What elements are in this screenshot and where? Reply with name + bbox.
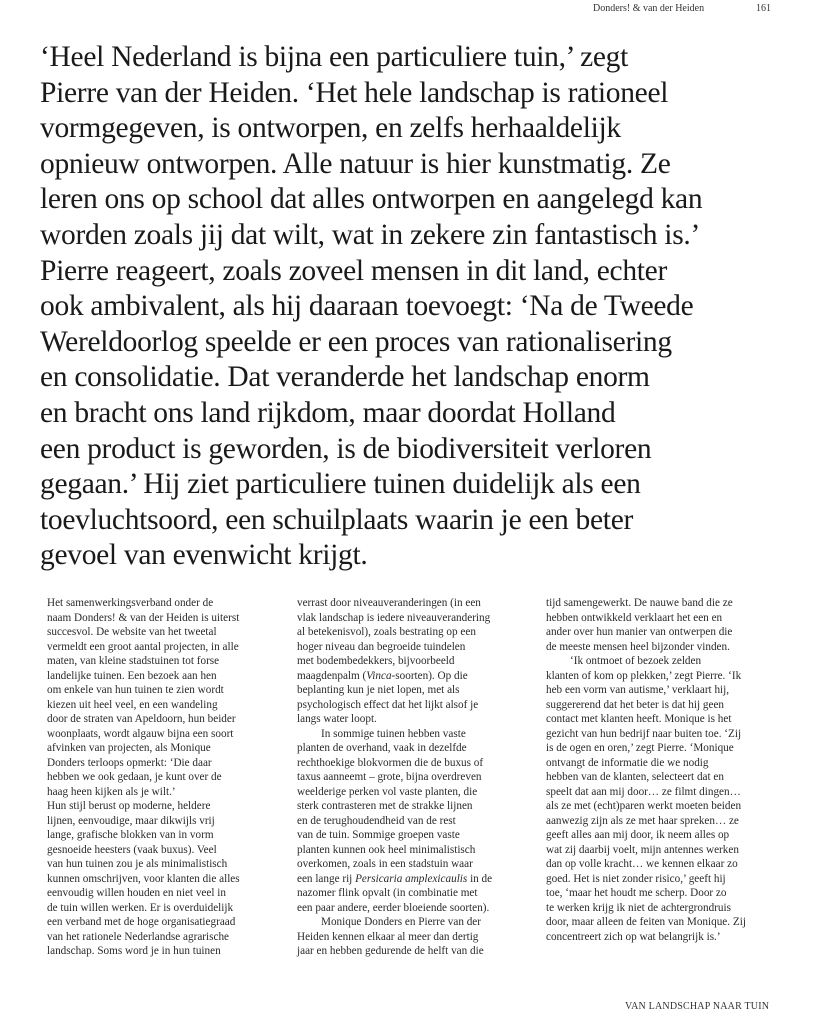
pull-quote-line: opnieuw ontworpen. Alle natuur is hier kunstmatig. Ze bbox=[40, 147, 671, 180]
text-line: eenvoudig willen houden en niet veel in bbox=[47, 887, 226, 899]
text-fragment: een lange rij bbox=[297, 872, 356, 885]
text-line: door de straten van Apeldoorn, hun beider bbox=[47, 713, 236, 725]
text-line: heb een vorm van autisme,’ verklaart hij, bbox=[546, 684, 730, 696]
pull-quote-line: Pierre reageert, zoals zoveel mensen in dit land, echter bbox=[40, 254, 667, 287]
pull-quote-line: vormgegeven, is ontworpen, en zelfs herhaaldelijk bbox=[40, 112, 621, 145]
text-line: sterk contrasteren met de strakke lijnen bbox=[297, 800, 473, 812]
running-head bbox=[593, 3, 771, 14]
text-line: planten de overhand, vaak in dezelfde bbox=[297, 742, 467, 754]
text-line: toe, ‘maar het houdt me scherp. Door zo bbox=[546, 887, 727, 899]
text-line: psychologisch effect dat het lijkt alsof je bbox=[297, 698, 479, 711]
text-line: contact met klanten heeft. Monique is het bbox=[546, 713, 732, 725]
text-line: gesnoeide heesters (vaak buxus). Veel bbox=[47, 843, 217, 856]
text-line bbox=[297, 872, 547, 887]
pull-quote-line: en bracht ons land rijkdom, maar doordat Holland bbox=[40, 396, 616, 429]
text-line: naam Donders! & van der Heiden is uiterst bbox=[47, 611, 240, 624]
text-line: lijnen, eenvoudige, maar dikwijls vrij bbox=[47, 814, 215, 827]
text-line: van het rationele Nederlandse agrarische bbox=[47, 930, 230, 943]
text-line: kunnen omschrijven, voor klanten die alles bbox=[47, 872, 240, 885]
text-fragment: maagdenpalm ( bbox=[297, 669, 367, 682]
text-line: om enkele van hun tuinen te zien wordt bbox=[47, 684, 224, 696]
pull-quote-line: gegaan.’ Hij ziet particuliere tuinen duidelijk als een bbox=[40, 468, 641, 501]
body-column-2 bbox=[297, 596, 547, 959]
page-number: 161 bbox=[756, 3, 771, 14]
text-line: Donders terloops opmerkt: ‘Die daar bbox=[47, 756, 212, 769]
pull-quote-line: gevoel van evenwicht krijgt. bbox=[40, 539, 368, 572]
text-line: planten kunnen ook heel minimalistisch bbox=[297, 843, 476, 856]
text-line: gezicht van hun bedrijf naar buiten toe. ‘Zij bbox=[546, 727, 742, 740]
pull-quote-line: worden zoals jij dat wilt, wat in zekere zin fantastisch is.’ bbox=[40, 218, 700, 251]
text-line: vermeldt een groot aantal projecten, in alle bbox=[47, 640, 239, 653]
text-line: woonplaats, wordt algauw bijna een soort bbox=[47, 727, 234, 740]
text-line: als ze met (echt)paren werkt moeten beiden bbox=[546, 800, 742, 812]
body-column-1 bbox=[47, 596, 297, 959]
text-line: de meeste mensen heel bijzonder vinden. bbox=[546, 640, 730, 653]
text-line: kiezen uit heel veel, en een wandeling bbox=[47, 698, 218, 711]
text-line: maten, van kleine stadstuinen tot forse bbox=[47, 655, 220, 667]
text-line: beplanting kun je niet lopen, met als bbox=[297, 684, 460, 696]
text-line: suggererend dat het beter is dat hij geen bbox=[546, 698, 725, 711]
text-line: nazomer flink opvalt (in combinatie met bbox=[297, 887, 478, 899]
pull-quote-line: Pierre van der Heiden. ‘Het hele landschap is rationeel bbox=[40, 76, 669, 109]
pull-quote bbox=[40, 40, 800, 574]
text-line: succesvol. De website van het tweetal bbox=[47, 626, 217, 638]
text-line: geeft alles aan mij door, ik neem alles op bbox=[546, 829, 730, 841]
text-line: een paar andere, eerder bloeiende soorten). bbox=[297, 901, 490, 914]
text-line: te werken krijg ik niet de achtergrondruis bbox=[546, 901, 731, 914]
text-line: is de ogen en oren,’ zegt Pierre. ‘Monique bbox=[546, 742, 734, 754]
text-line: hebben ontwikkeld verklaart het een en bbox=[546, 611, 723, 624]
text-line: speelt dat aan mij door… ze filmt dingen… bbox=[546, 785, 741, 798]
pull-quote-line: ook ambivalent, als hij daaraan toevoegt: ‘Na de Tweede bbox=[40, 290, 694, 323]
text-line: Hun stijl berust op moderne, heldere bbox=[47, 800, 211, 812]
text-line: van de tuin. Sommige groepen vaste bbox=[297, 829, 460, 841]
text-line: goed. Het is niet zonder risico,’ geeft hij bbox=[546, 872, 726, 885]
text-line: ander over hun manier van ontwerpen die bbox=[546, 626, 733, 638]
running-head-title: Donders! & van der Heiden bbox=[593, 3, 705, 14]
text-line: langs water loopt. bbox=[297, 713, 377, 725]
text-line: lange, grafische blokken van in vorm bbox=[47, 829, 214, 841]
section-footer: VAN LANDSCHAP NAAR TUIN bbox=[625, 1001, 770, 1012]
body-column-3 bbox=[546, 596, 796, 944]
text-line: rechthoekige blokvormen die de buxus of bbox=[297, 756, 484, 769]
text-line: jaar en hebben gedurende de helft van die bbox=[297, 945, 484, 957]
text-line bbox=[297, 669, 547, 684]
text-line: Het samenwerkingsverband onder de bbox=[47, 597, 214, 609]
text-fragment: in de bbox=[467, 872, 493, 885]
text-line: aanwezig zijn als ze met haar spreken… ze bbox=[546, 814, 739, 827]
text-line: afvinken van projecten, als Monique bbox=[47, 742, 211, 754]
text-line: vlak landschap is iedere niveauverandering bbox=[297, 611, 491, 624]
text-line: Heiden kennen elkaar al meer dan dertig bbox=[297, 930, 479, 943]
text-line: tijd samengewerkt. De nauwe band die ze bbox=[546, 597, 733, 609]
text-line: hebben van de klanten, selecteert dat en bbox=[546, 771, 724, 783]
text-line: verrast door niveauveranderingen (in een bbox=[297, 597, 481, 609]
italic-species-name: Persicaria amplexicaulis bbox=[355, 872, 468, 885]
text-line: Monique Donders en Pierre van der bbox=[321, 916, 481, 928]
text-line: landelijke tuinen. Een bezoek aan hen bbox=[47, 669, 217, 682]
text-line: wat zij daarbij voelt, mijn antennes werken bbox=[546, 843, 739, 856]
pull-quote-line: Wereldoorlog speelde er een proces van rationalisering bbox=[40, 325, 672, 358]
text-line: weelderige perken vol vaste planten, die bbox=[297, 785, 478, 798]
text-line: taxus aanneemt – grote, bijna overdreven bbox=[297, 771, 482, 783]
text-line: concentreert zich op wat belangrijk is.’ bbox=[546, 930, 721, 943]
pull-quote-line: en consolidatie. Dat veranderde het landschap enorm bbox=[40, 361, 650, 394]
italic-species-name: Vinca bbox=[366, 669, 392, 682]
text-line: hoger niveau dan begroeide tuindelen bbox=[297, 640, 466, 653]
pull-quote-line: een product is geworden, is de biodiversiteit verloren bbox=[40, 432, 652, 465]
text-line: landschap. Soms word je in hun tuinen bbox=[47, 945, 221, 957]
text-line: de tuin willen werken. Er is overduidelijk bbox=[47, 901, 234, 914]
text-fragment: -soorten). Op die bbox=[391, 669, 468, 682]
text-line: al betekenisvol), zoals bestrating op een bbox=[297, 626, 476, 638]
text-line: klanten of kom op plekken,’ zegt Pierre. ‘Ik bbox=[546, 669, 742, 682]
text-line: door, maar alleen de feiten van Monique. Zij bbox=[546, 916, 746, 928]
text-line: ontvangt de informatie die we nodig bbox=[546, 756, 709, 769]
text-line: haag heen kijken als je wilt.’ bbox=[47, 785, 176, 798]
pull-quote-line: toevluchtsoord, een schuilplaats waarin je een beter bbox=[40, 503, 634, 536]
text-line: een verband met de hoge organisatiegraad bbox=[47, 916, 236, 928]
text-line: ‘Ik ontmoet of bezoek zelden bbox=[570, 655, 702, 667]
text-line: met bodembedekkers, bijvoorbeeld bbox=[297, 655, 455, 667]
pull-quote-line: leren ons op school dat alles ontworpen en aangelegd kan bbox=[40, 183, 703, 216]
text-line: overkomen, zoals in een stadstuin waar bbox=[297, 858, 473, 870]
text-line: van hun tuinen zou je als minimalistisch bbox=[47, 858, 228, 870]
text-line: en de terughoudendheid van de rest bbox=[297, 814, 456, 827]
text-line: dan op volle kracht… we kennen elkaar zo bbox=[546, 858, 738, 870]
pull-quote-line: ‘Heel Nederland is bijna een particuliere tuin,’ zegt bbox=[40, 41, 629, 73]
text-line: hebben we ook gedaan, je kunt over de bbox=[47, 771, 222, 783]
text-line: In sommige tuinen hebben vaste bbox=[321, 727, 466, 740]
